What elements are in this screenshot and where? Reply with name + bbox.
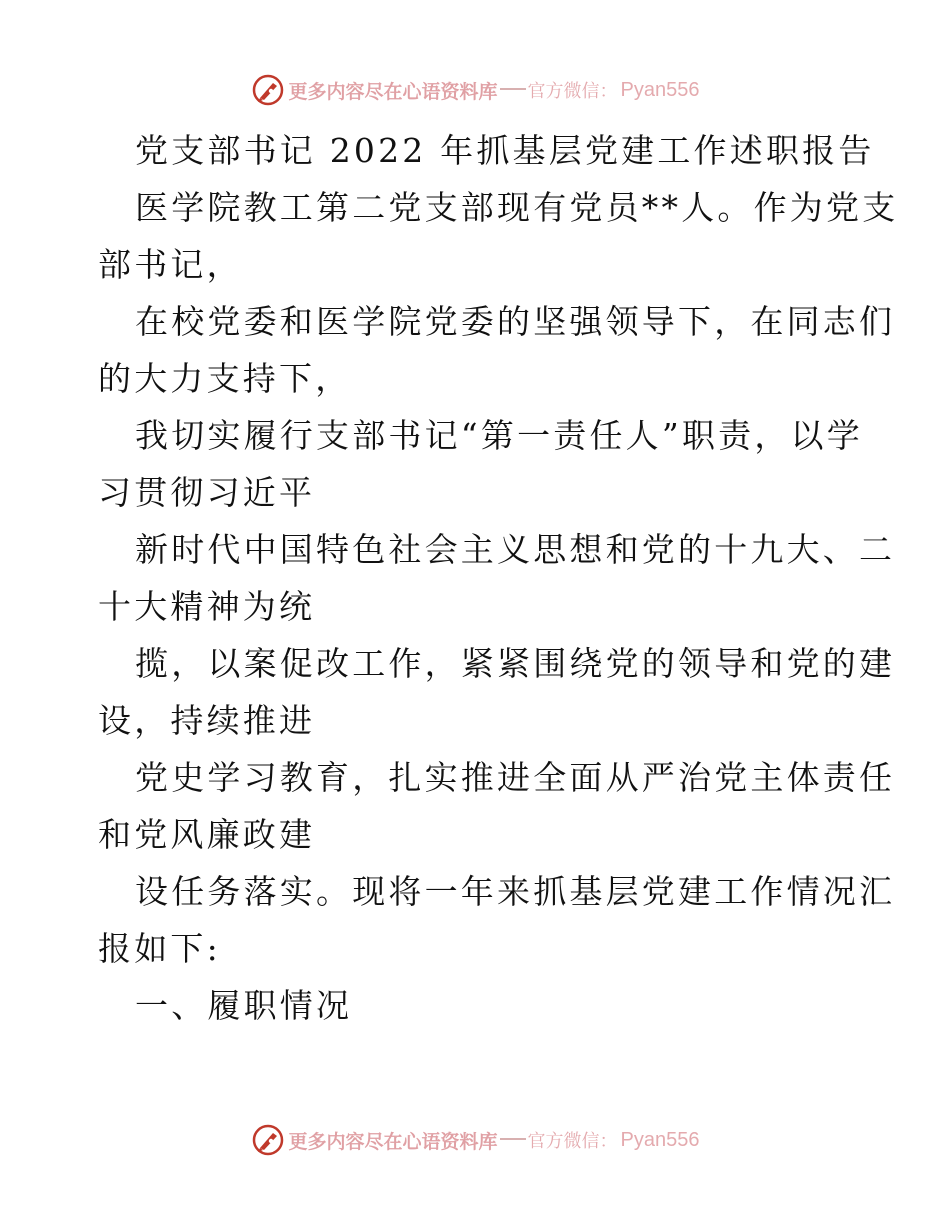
footer-watermark-banner — [0, 1120, 950, 1160]
header-banner-text: 更多内容尽在心语资料库 — [288, 80, 498, 103]
header-wechat-label: 官方微信： — [527, 81, 618, 102]
pen-logo-icon — [251, 1123, 285, 1157]
document-body — [98, 122, 899, 1034]
body-line: 部书记， — [98, 245, 243, 284]
body-line: 报如下: — [98, 929, 221, 968]
body-line: 在校党委和医学院党委的坚强领导下，在同志们 — [135, 302, 896, 341]
footer-banner-dash — [500, 1138, 526, 1140]
body-line: 的大力支持下， — [98, 359, 352, 398]
header-wechat-id: Pyan556 — [620, 78, 700, 101]
body-line: 新时代中国特色社会主义思想和党的十九大、二 — [135, 530, 896, 569]
body-line: 我切实履行支部书记“第一责任人”职责，以学 — [135, 416, 863, 455]
body-line: 设，持续推进 — [98, 701, 316, 740]
body-line: 和党风廉政建 — [98, 815, 316, 854]
document-title: 党支部书记 2022 年抓基层党建工作述职报告 — [135, 131, 875, 170]
header-watermark-banner — [0, 70, 950, 110]
body-line: 习贯彻习近平 — [98, 473, 316, 512]
section-heading: 一、履职情况 — [135, 986, 353, 1025]
body-line: 揽，以案促改工作，紧紧围绕党的领导和党的建 — [135, 644, 896, 683]
header-banner-dash — [500, 88, 526, 90]
footer-wechat-id: Pyan556 — [620, 1128, 700, 1151]
footer-banner-text: 更多内容尽在心语资料库 — [288, 1130, 498, 1153]
body-line: 医学院教工第二党支部现有党员**人。作为党支 — [135, 188, 899, 227]
footer-wechat-label: 官方微信： — [527, 1131, 618, 1152]
body-line: 党史学习教育，扎实推进全面从严治党主体责任 — [135, 758, 896, 797]
pen-logo-icon — [251, 73, 285, 107]
body-line: 十大精神为统 — [98, 587, 316, 626]
body-line: 设任务落实。现将一年来抓基层党建工作情况汇 — [135, 872, 896, 911]
